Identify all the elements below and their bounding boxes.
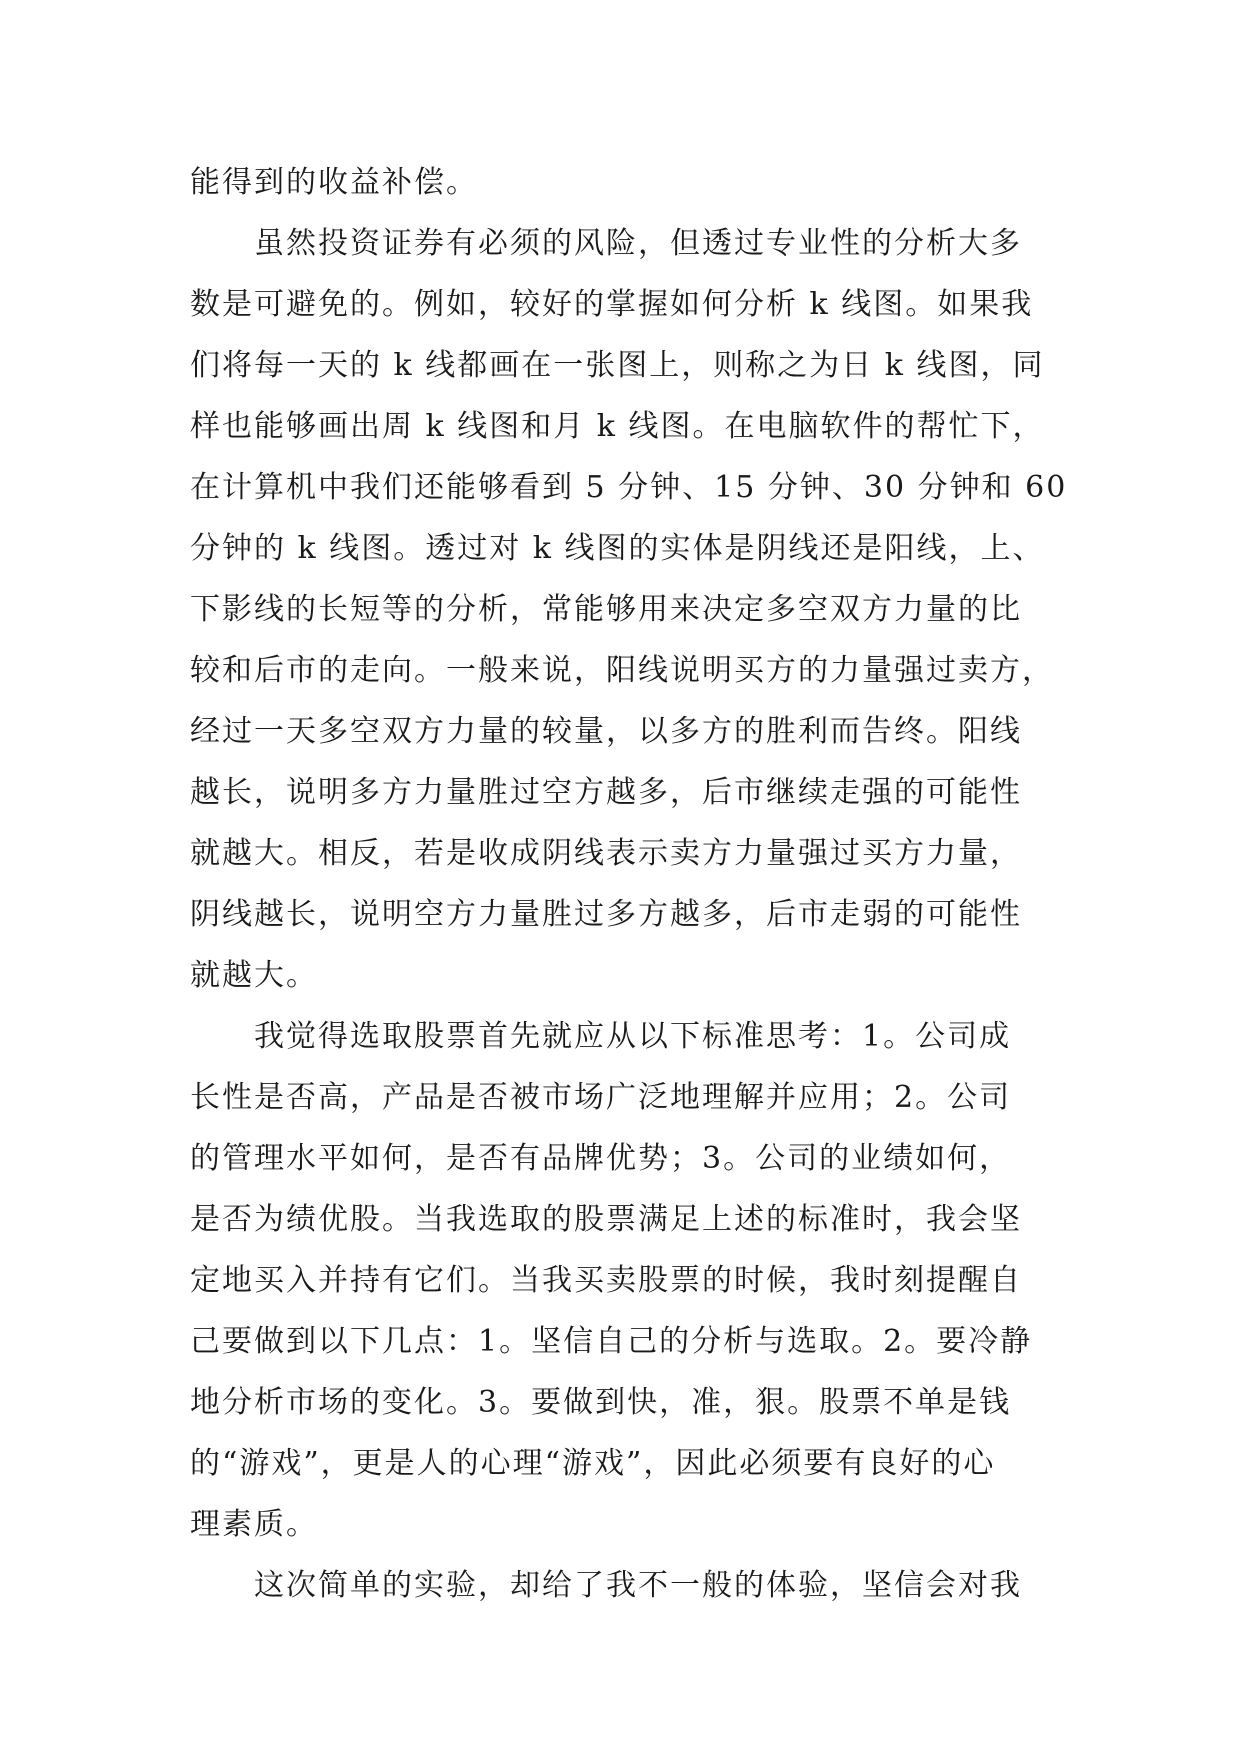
text-line: 样也能够画出周 k 线图和月 k 线图。在电脑软件的帮忙下， — [190, 409, 1045, 444]
text-line: 地分析市场的变化。3。要做到快，准，狠。股票不单是钱 — [190, 1385, 1012, 1420]
text-line: 能得到的收益补偿。 — [190, 165, 478, 200]
text-line: 们将每一天的 k 线都画在一张图上，则称之为日 k 线图，同 — [190, 348, 1045, 383]
text-line: 下影线的长短等的分析，常能够用来决定多空双方力量的比 — [190, 592, 1022, 627]
text-line: 在计算机中我们还能够看到 5 分钟、15 分钟、30 分钟和 60 — [190, 470, 1068, 505]
text-line: 己要做到以下几点：1。坚信自己的分析与选取。2。要冷静 — [190, 1324, 1033, 1359]
text-line: 理素质。 — [190, 1507, 318, 1542]
text-line: 长性是否高，产品是否被市场广泛地理解并应用；2。公司 — [190, 1080, 1012, 1115]
text-line: 经过一天多空双方力量的较量，以多方的胜利而告终。阳线 — [190, 714, 1022, 749]
text-line: 就越大。 — [190, 958, 318, 993]
paragraph-start-line: 我觉得选取股票首先就应从以下标准思考：1。公司成 — [254, 1019, 1012, 1054]
text-line: 就越大。相反，若是收成阴线表示卖方力量强过买方力量， — [190, 836, 1022, 871]
text-line: 的管理水平如何，是否有品牌优势；3。公司的业绩如何， — [190, 1141, 1012, 1176]
text-line: 是否为绩优股。当我选取的股票满足上述的标准时，我会坚 — [190, 1202, 1022, 1237]
text-line: 数是可避免的。例如，较好的掌握如何分析 k 线图。如果我 — [190, 287, 1034, 322]
text-line: 越长，说明多方力量胜过空方越多，后市继续走强的可能性 — [190, 775, 1022, 810]
text-line: 分钟的 k 线图。透过对 k 线图的实体是阴线还是阳线，上、 — [190, 531, 1045, 566]
text-line: 较和后市的走向。一般来说，阳线说明买方的力量强过卖方， — [190, 653, 1054, 688]
paragraph-start-line: 这次简单的实验，却给了我不一般的体验，坚信会对我 — [254, 1568, 1022, 1603]
text-line: 定地买入并持有它们。当我买卖股票的时候，我时刻提醒自 — [190, 1263, 1022, 1298]
body-text — [190, 152, 1068, 1616]
paragraph-start-line: 虽然投资证券有必须的风险，但透过专业性的分析大多 — [254, 226, 1022, 261]
text-line: 阴线越长，说明空方力量胜过多方越多，后市走弱的可能性 — [190, 897, 1022, 932]
text-line: 的“游戏”，更是人的心理“游戏”，因此必须要有良好的心 — [190, 1446, 996, 1481]
